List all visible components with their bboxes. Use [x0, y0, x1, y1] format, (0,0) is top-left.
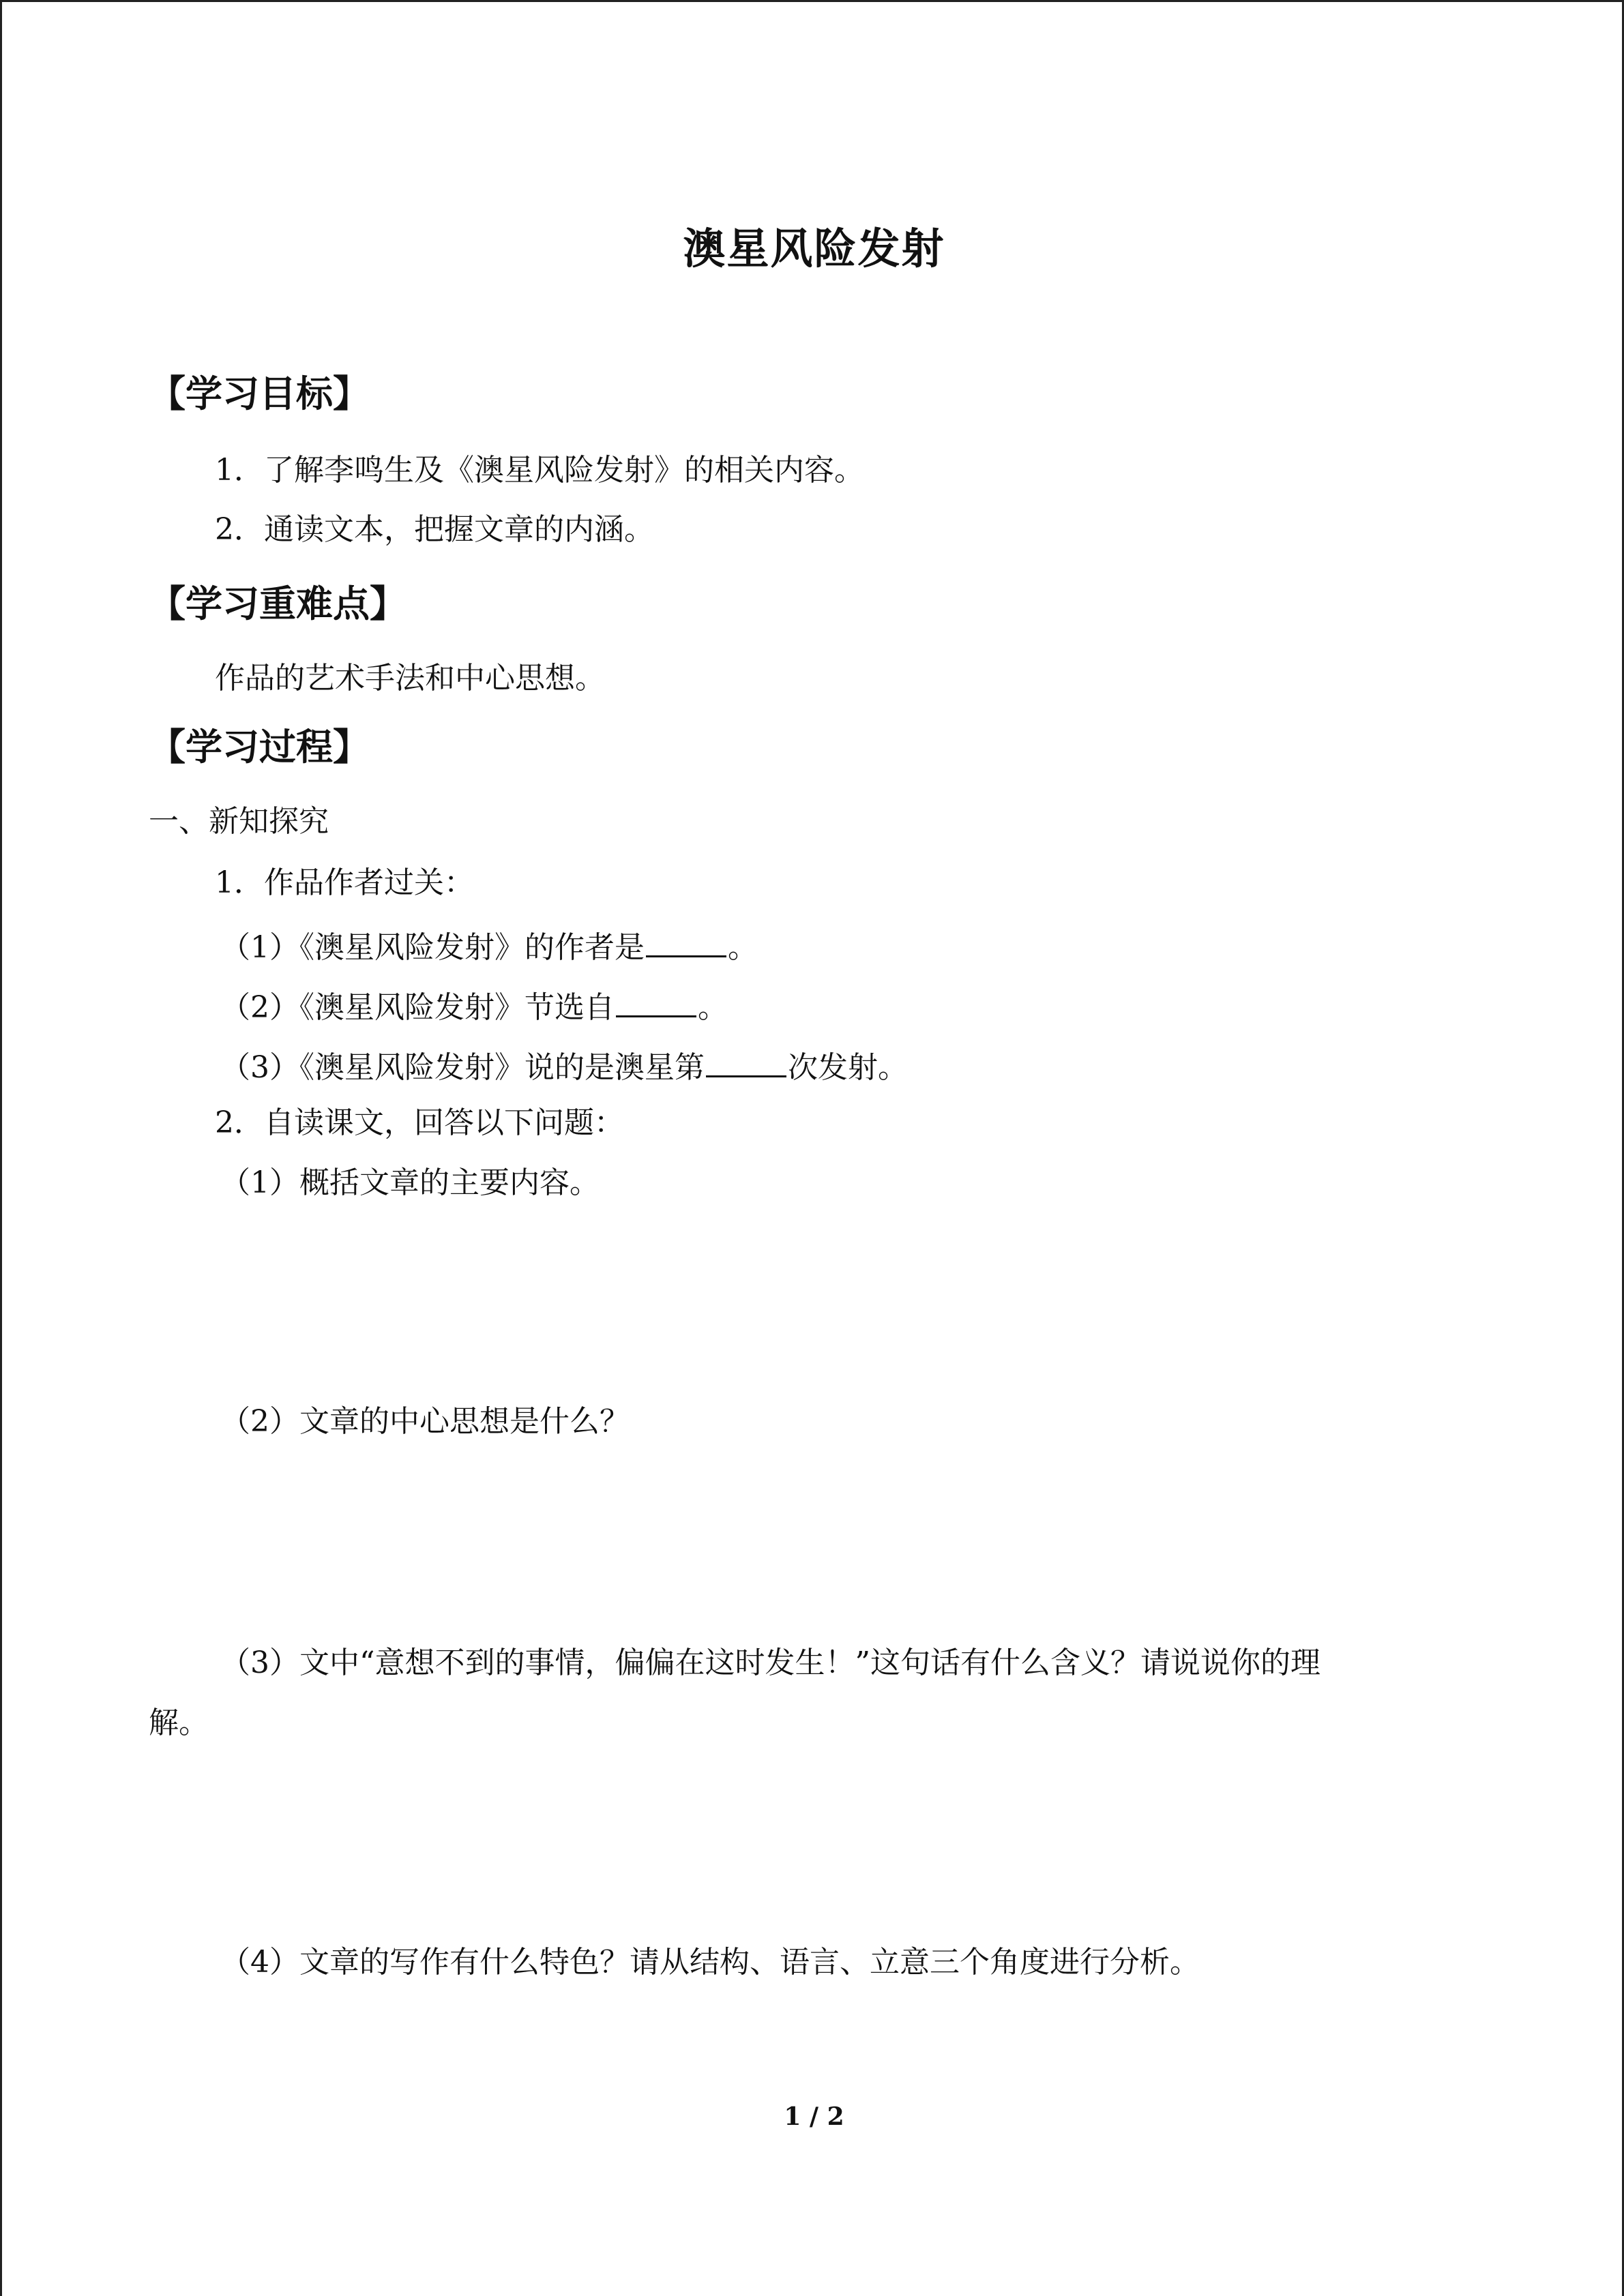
q1-item-1: [220, 928, 758, 963]
q2-item-3-continuation: 解。: [149, 1705, 209, 1740]
q1-item-2: [220, 988, 728, 1023]
section-heading-goals: 【学习目标】: [149, 372, 370, 415]
q2-item-4: （4）文章的写作有什么特色？请从结构、语言、立意三个角度进行分析。: [220, 1945, 1200, 1980]
q1-heading: 1．作品作者过关：: [215, 865, 474, 900]
q1-item-3-text: （3）《澳星风险发射》说的是澳星第: [220, 1050, 705, 1085]
q1-item-3-suffix: 次发射。: [788, 1050, 908, 1085]
answer-blank[interactable]: [616, 988, 696, 1017]
q1-item-2-text: （2）《澳星风险发射》节选自: [220, 990, 615, 1025]
q2-heading: 2．自读课文，回答以下问题：: [215, 1105, 624, 1140]
key-points-text: 作品的艺术手法和中心思想。: [215, 661, 605, 696]
q1-item-3: [220, 1048, 908, 1083]
q1-item-2-suffix: 。: [698, 990, 728, 1025]
q2-item-1: （1）概括文章的主要内容。: [220, 1165, 600, 1200]
q2-item-2: （2）文章的中心思想是什么？: [220, 1404, 630, 1439]
goal-item-1: 1．了解李鸣生及《澳星风险发射》的相关内容。: [215, 453, 864, 488]
goal-item-2: 2．通读文本，把握文章的内涵。: [215, 512, 654, 547]
page-number: 1 / 2: [784, 2102, 844, 2131]
answer-blank[interactable]: [706, 1048, 786, 1077]
q1-item-1-suffix: 。: [728, 930, 758, 965]
section-heading-process: 【学习过程】: [149, 726, 370, 769]
section-heading-key-points: 【学习重难点】: [149, 582, 407, 625]
answer-blank[interactable]: [646, 928, 726, 957]
page-title: 澳星风险发射: [683, 224, 945, 273]
q1-item-1-text: （1）《澳星风险发射》的作者是: [220, 930, 645, 965]
q2-item-3: （3）文中“意想不到的事情，偏偏在这时发生！”这句话有什么含义？请说说你的理: [220, 1645, 1320, 1680]
part1-heading: 一、新知探究: [149, 804, 329, 839]
